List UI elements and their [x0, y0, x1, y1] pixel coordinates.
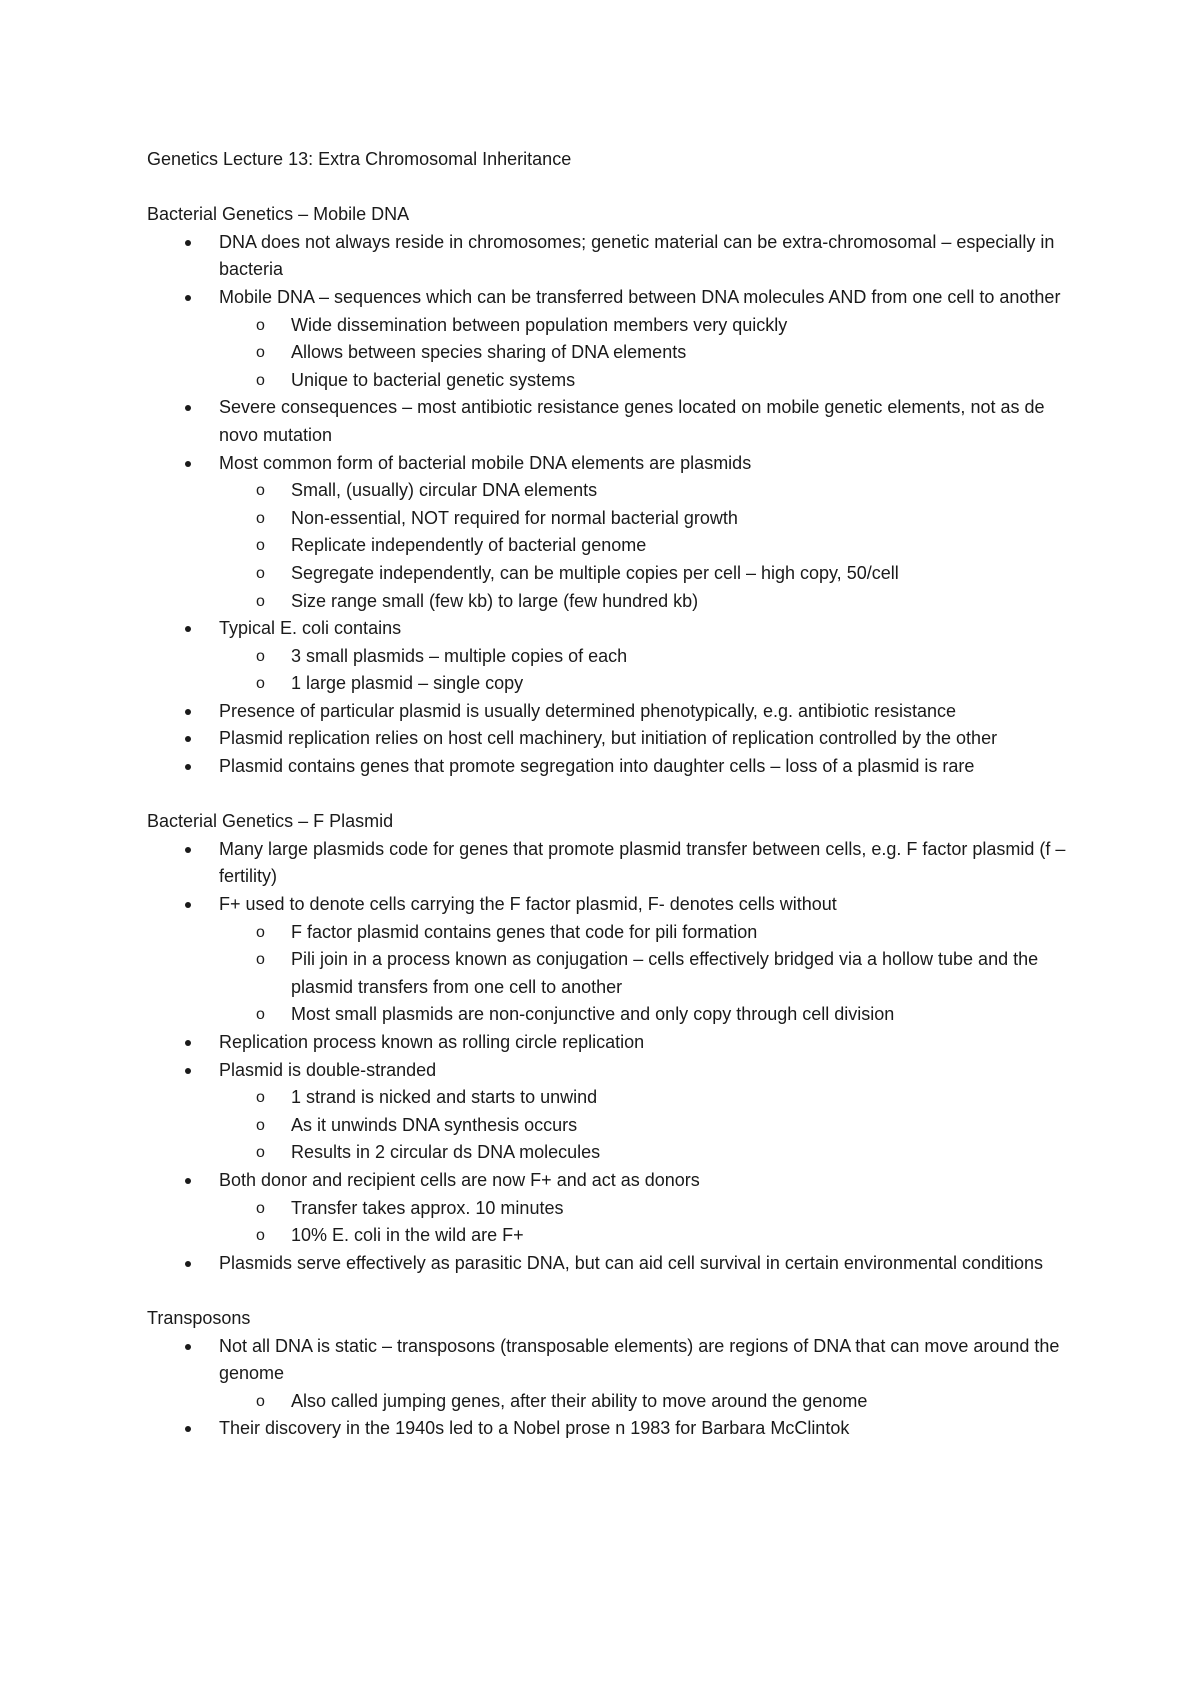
section-heading: Bacterial Genetics – Mobile DNA [147, 204, 410, 225]
sections-container [147, 201, 1077, 1443]
sub-list-item [219, 670, 1077, 698]
list-item [147, 1057, 1077, 1167]
sub-list-item [219, 1001, 1077, 1029]
sub-bullet-icon: o [256, 509, 265, 527]
sub-bullet-list [219, 1388, 1077, 1416]
bullet-icon [185, 847, 191, 853]
list-item [147, 1415, 1077, 1443]
sub-bullet-icon: o [256, 592, 265, 610]
sub-bullet-icon: o [256, 1116, 265, 1134]
bullet-icon [185, 295, 191, 301]
list-item-text: Replication process known as rolling circle replication [219, 1032, 645, 1052]
bullet-list [147, 1333, 1077, 1443]
sub-list-item [219, 946, 1077, 1001]
list-item-text: Plasmids serve effectively as parasitic DNA, but can aid cell survival in certain environmental conditions [219, 1252, 1044, 1273]
sub-list-item [219, 588, 1077, 616]
sub-list-item-text: 1 large plasmid – single copy [291, 673, 524, 694]
sub-list-item [219, 1388, 1077, 1416]
sub-bullet-list [219, 919, 1077, 1029]
sub-bullet-icon: o [256, 675, 265, 693]
sub-list-item-text: 3 small plasmids – multiple copies of each [291, 645, 628, 666]
sub-bullet-list [219, 477, 1077, 615]
list-item [147, 1029, 1077, 1057]
sub-list-item [219, 477, 1077, 505]
list-item-text: Plasmid is double-stranded [219, 1059, 437, 1080]
list-item-text: Their discovery in the 1940s led to a Nobel prose n 1983 for Barbara McClintok [219, 1418, 850, 1439]
sub-list-item [219, 1084, 1077, 1112]
sub-list-item-text: As it unwinds DNA synthesis occurs [291, 1114, 578, 1135]
sub-list-item-text: Transfer takes approx. 10 minutes [291, 1197, 564, 1218]
sub-list-item [219, 643, 1077, 671]
document-title: Genetics Lecture 13: Extra Chromosomal Inheritance [147, 149, 572, 169]
section-heading: Transposons [147, 1307, 251, 1328]
list-item-text: Many large plasmids code for genes that promote plasmid transfer between cells, e.g. F factor plasmid (f – fertility) [219, 838, 1066, 887]
sub-list-item-text: Allows between species sharing of DNA elements [291, 342, 687, 363]
section-heading: Bacterial Genetics – F Plasmid [147, 811, 394, 832]
list-item [147, 229, 1077, 284]
sub-bullet-icon: o [256, 1006, 265, 1024]
sub-bullet-icon: o [256, 482, 265, 500]
sub-list-item [219, 532, 1077, 560]
sub-bullet-list [219, 312, 1077, 395]
list-item [147, 394, 1077, 449]
bullet-icon [185, 240, 191, 246]
bullet-icon [185, 1261, 191, 1267]
bullet-icon [185, 626, 191, 632]
list-item-text: DNA does not always reside in chromosomes; genetic material can be extra-chromosomal – especially in bacteria [219, 231, 1055, 280]
list-item [147, 891, 1077, 1029]
sub-bullet-icon: o [256, 344, 265, 362]
bullet-icon [185, 1040, 191, 1046]
list-item [147, 836, 1077, 891]
sub-bullet-icon: o [256, 923, 265, 941]
sub-list-item-text: Non-essential, NOT required for normal bacterial growth [291, 507, 738, 528]
sub-list-item-text: Unique to bacterial genetic systems [291, 369, 576, 390]
list-item-text: Typical E. coli contains [219, 618, 402, 639]
sub-list-item-text: Results in 2 circular ds DNA molecules [291, 1142, 601, 1163]
list-item [147, 698, 1077, 726]
bullet-icon [185, 902, 191, 908]
sub-bullet-list [219, 1195, 1077, 1250]
sub-bullet-icon: o [256, 1392, 265, 1410]
list-item-text: Plasmid contains genes that promote segregation into daughter cells – loss of a plasmid is rare [219, 756, 975, 777]
sub-bullet-icon: o [256, 371, 265, 389]
section [147, 1305, 1077, 1443]
sub-list-item-text: Replicate independently of bacterial genome [291, 535, 647, 556]
sub-bullet-icon: o [256, 316, 265, 334]
sub-list-item [219, 1139, 1077, 1167]
sub-bullet-icon: o [256, 537, 265, 555]
sub-list-item-text: Wide dissemination between population members very quickly [291, 314, 788, 335]
sub-bullet-icon: o [256, 647, 265, 665]
list-item-text: Presence of particular plasmid is usually determined phenotypically, e.g. antibiotic resistance [219, 700, 957, 721]
sub-list-item [219, 560, 1077, 588]
section [147, 201, 1077, 780]
sub-bullet-icon: o [256, 1227, 265, 1245]
sub-list-item-text: Pili join in a process known as conjugation – cells effectively bridged via a hollow tube and the plasmid transfers from one cell to another [291, 949, 1039, 997]
list-item-text: Plasmid replication relies on host cell machinery, but initiation of replication controlled by the other [219, 728, 998, 749]
sub-bullet-icon: o [256, 1089, 265, 1107]
sub-list-item [219, 312, 1077, 340]
sub-list-item [219, 1112, 1077, 1140]
bullet-icon [185, 461, 191, 467]
bullet-icon [185, 736, 191, 742]
list-item [147, 725, 1077, 753]
bullet-icon [185, 1068, 191, 1074]
sub-list-item-text: Segregate independently, can be multiple copies per cell – high copy, 50/cell [291, 562, 899, 583]
list-item-text: Mobile DNA – sequences which can be transferred between DNA molecules AND from one cell to another [219, 286, 1061, 307]
list-item [147, 284, 1077, 394]
sub-list-item-text: 1 strand is nicked and starts to unwind [291, 1087, 598, 1108]
sub-bullet-list [219, 1084, 1077, 1167]
sub-list-item [219, 1222, 1077, 1250]
list-item [147, 450, 1077, 616]
sub-list-item-text: Most small plasmids are non-conjunctive and only copy through cell division [291, 1004, 895, 1025]
sub-list-item-text: Small, (usually) circular DNA elements [291, 480, 598, 501]
sub-list-item [219, 505, 1077, 533]
sub-list-item-text: Size range small (few kb) to large (few hundred kb) [291, 590, 699, 611]
list-item [147, 1250, 1077, 1278]
bullet-list [147, 229, 1077, 781]
list-item [147, 1167, 1077, 1250]
sub-list-item-text: F factor plasmid contains genes that code for pili formation [291, 921, 758, 942]
bullet-list [147, 836, 1077, 1278]
bullet-icon [185, 1426, 191, 1432]
list-item-text: Most common form of bacterial mobile DNA elements are plasmids [219, 452, 752, 473]
list-item-text: Both donor and recipient cells are now F+ and act as donors [219, 1169, 700, 1190]
list-item [147, 615, 1077, 698]
document-content [147, 146, 1077, 1471]
bullet-icon [185, 405, 191, 411]
sub-list-item-text: 10% E. coli in the wild are F+ [291, 1225, 524, 1246]
sub-bullet-icon: o [256, 564, 265, 582]
sub-list-item [219, 919, 1077, 947]
sub-list-item [219, 339, 1077, 367]
list-item-text: F+ used to denote cells carrying the F factor plasmid, F- denotes cells without [219, 894, 837, 915]
sub-list-item [219, 1195, 1077, 1223]
bullet-icon [185, 1178, 191, 1184]
sub-bullet-icon: o [256, 951, 265, 969]
sub-bullet-icon: o [256, 1144, 265, 1162]
bullet-icon [185, 764, 191, 770]
sub-list-item-text: Also called jumping genes, after their ability to move around the genome [291, 1390, 868, 1411]
bullet-icon [185, 1344, 191, 1350]
list-item [147, 1333, 1077, 1416]
section [147, 808, 1077, 1277]
list-item-text: Not all DNA is static – transposons (transposable elements) are regions of DNA that can move around the genome [219, 1335, 1060, 1384]
bullet-icon [185, 709, 191, 715]
sub-bullet-icon: o [256, 1199, 265, 1217]
list-item [147, 753, 1077, 781]
list-item-text: Severe consequences – most antibiotic resistance genes located on mobile genetic elements, not as de novo mutation [219, 397, 1045, 445]
sub-list-item [219, 367, 1077, 395]
sub-bullet-list [219, 643, 1077, 698]
